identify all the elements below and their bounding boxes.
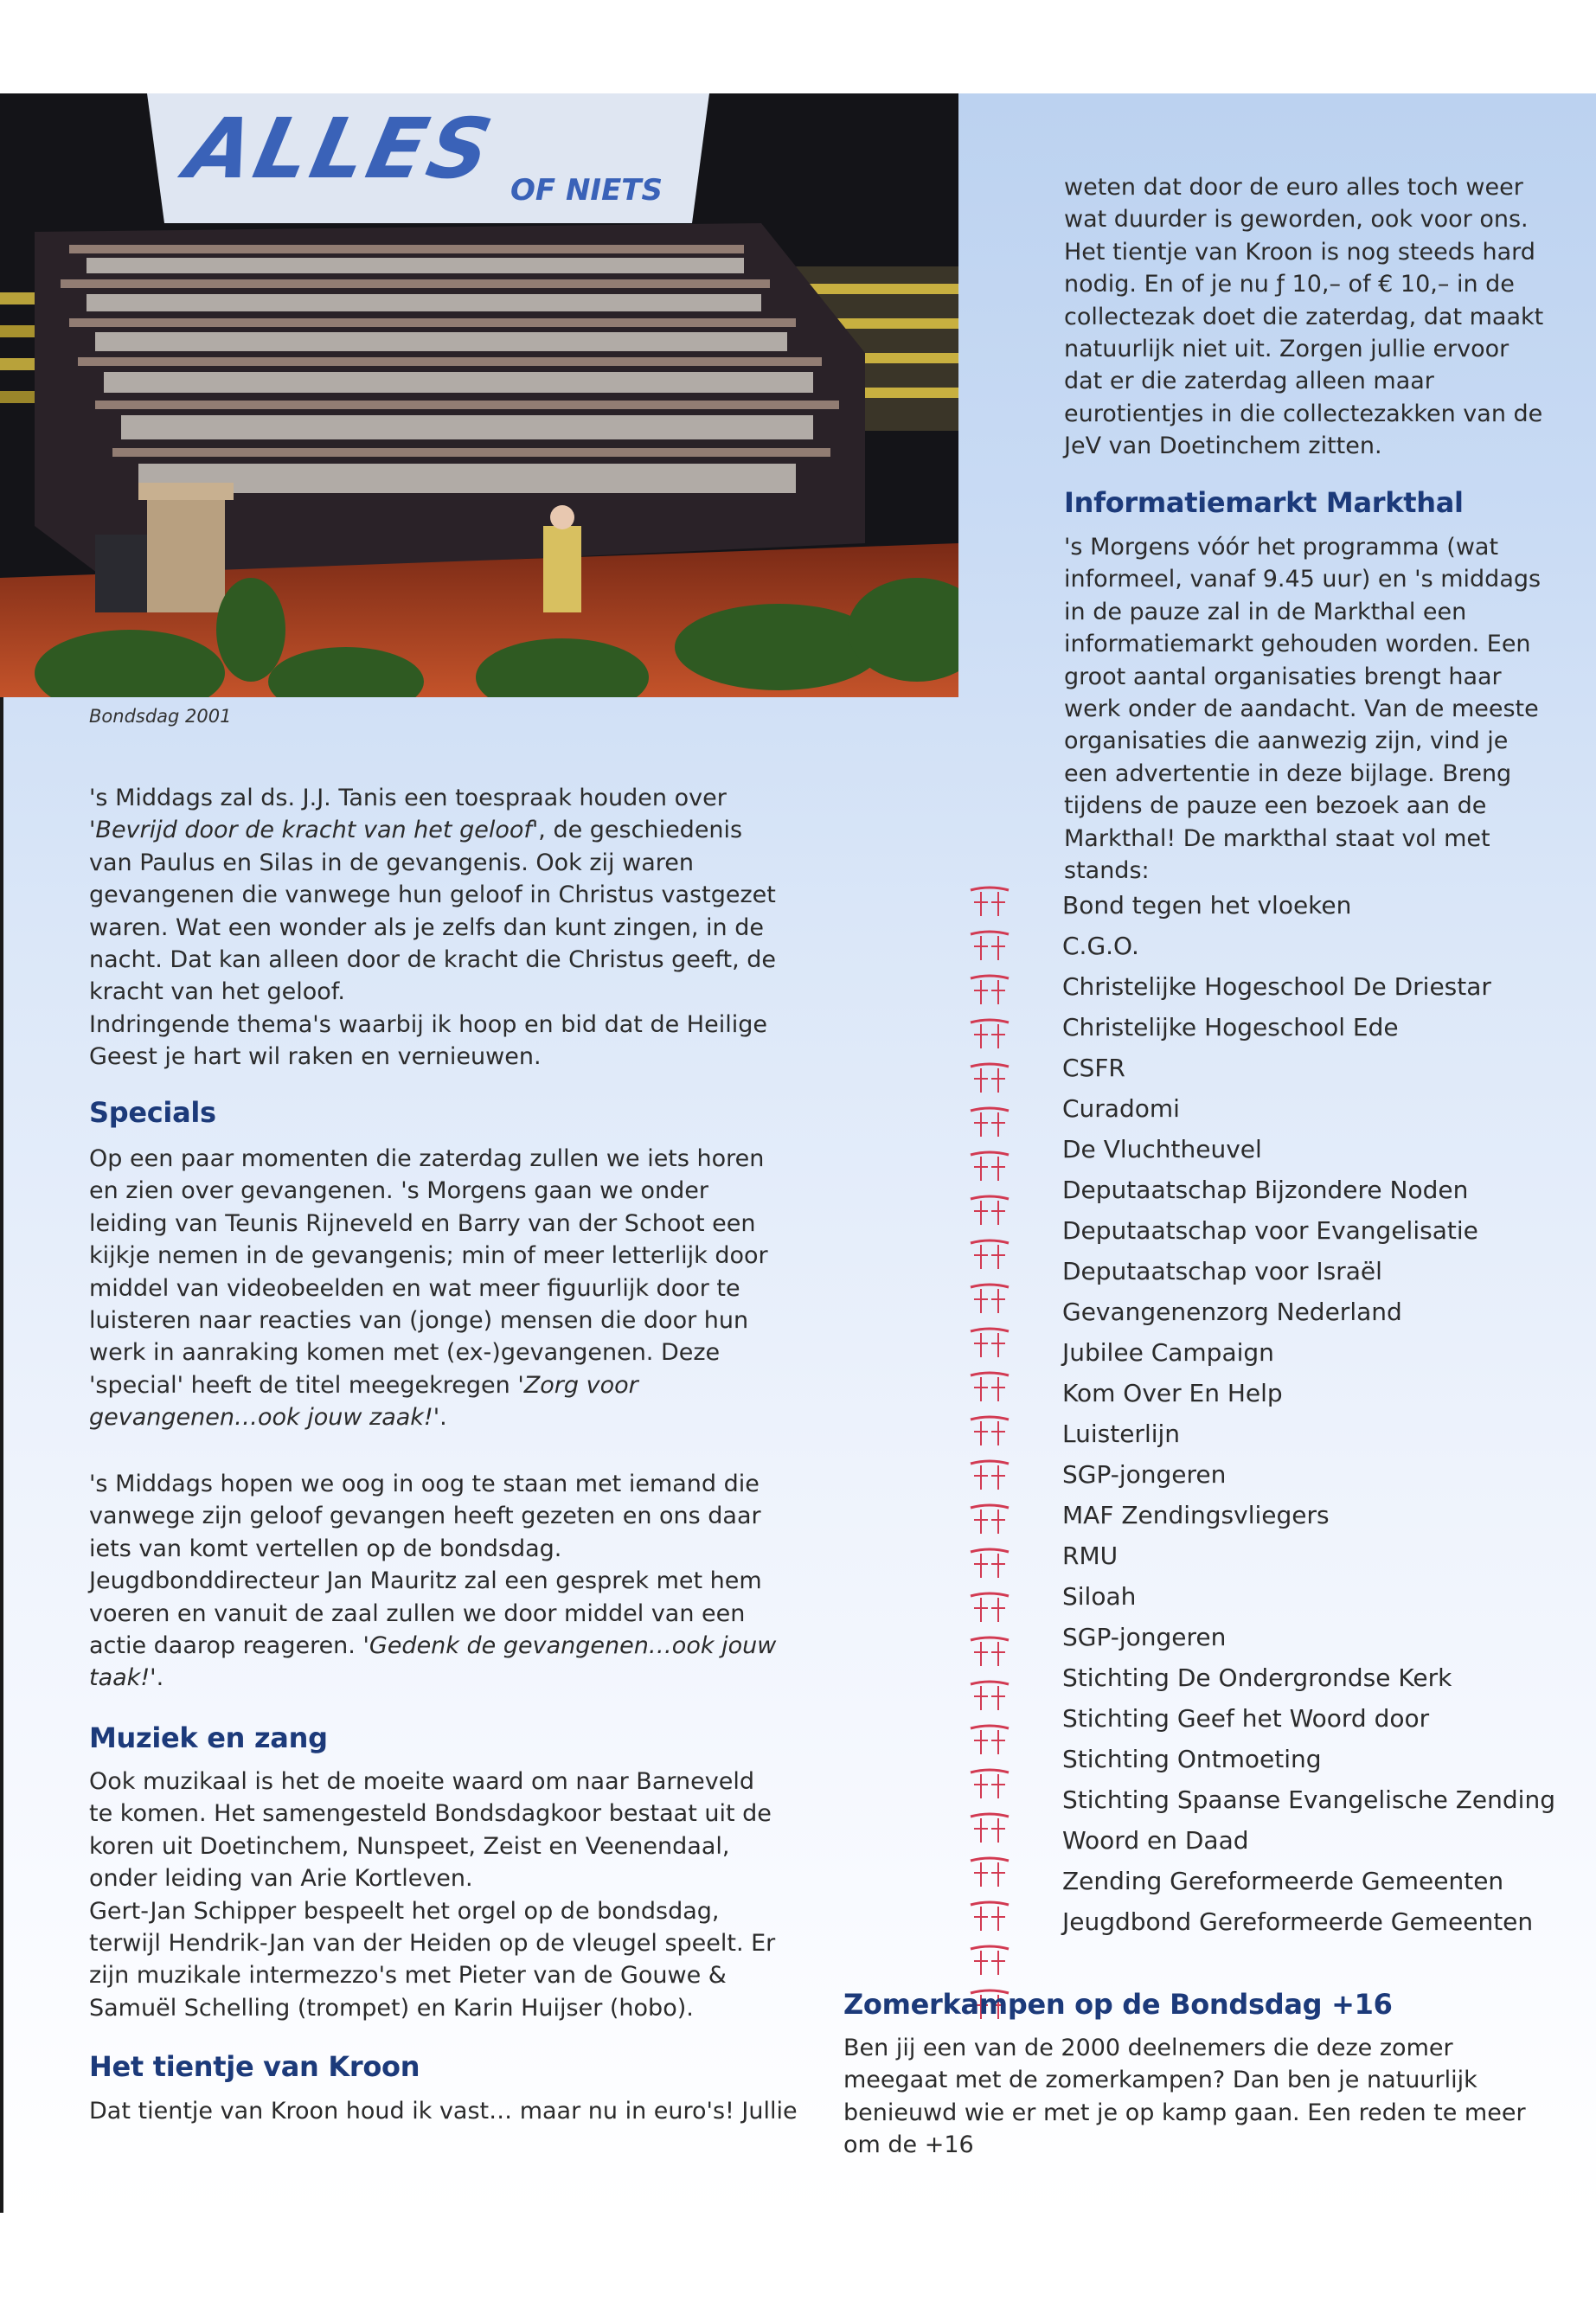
intro-text: 's Middags zal ds. J.J. Tanis een toespraak houden over 'Bevrijd door de kracht van het geloof', de geschiedenis van Paulus en Silas in de gevangenis. Ook zij waren gevangenen die vanwege hun geloof in Christus vastgezet waren. Wat een wonder als je zelfs dan kunt zingen, in de nacht. Dat kan alleen door de kracht die Christus geeft, de kracht van het geloof. [89, 785, 777, 1006]
stand-bullet-icon [967, 1370, 1012, 1405]
stand-item: Deputaatschap voor Israël [1062, 1257, 1382, 1285]
stand-item: Siloah [1062, 1582, 1137, 1611]
stand-item: Luisterlijn [1062, 1420, 1181, 1448]
stand-item: Stichting De Ondergrondse Kerk [1062, 1663, 1452, 1692]
stand-bullet-icon [967, 929, 1012, 964]
stand-item: De Vluchtheuvel [1062, 1135, 1262, 1163]
specials-paragraph-1: Op een paar momenten die zaterdag zullen we iets horen en zien over gevangenen. 's Morgens gaan we onder leiding van Teunis Rijneveld en Barry van der Schoot een kijkje nemen in de gevangenis; min of meer letterlijk door middel van videobeelden en wat meer figuurlijk door te luisteren naar reacties van (jonge) mensen die door hun werk in aanraking komen met (ex-)gevangenen. Deze 'special' heeft de titel meegekregen 'Zorg voor gevangenen…ook jouw zaak!'. [89, 1145, 768, 1432]
stand-item: Deputaatschap Bijzondere Noden [1062, 1176, 1469, 1204]
stand-item: CSFR [1062, 1054, 1125, 1082]
stand-item: Stichting Spaanse Evangelische Zending [1062, 1785, 1555, 1814]
stand-bullet-icon [967, 1944, 1012, 1978]
stand-bullet-icon [967, 1150, 1012, 1184]
markt-heading: Informatiemarkt Markthal [1064, 486, 1464, 519]
stand-bullet-icon [967, 885, 1012, 920]
stand-bullet-icon [967, 1547, 1012, 1581]
stand-bullet-icon [967, 1326, 1012, 1361]
stand-bullet-icon [967, 1017, 1012, 1052]
muziek-text-2: Gert-Jan Schipper bespeelt het orgel op de bondsdag, terwijl Hendrik-Jan van der Heiden op de vleugel speelt. Er zijn muzikale intermezzo's met Pieter van de Gouwe & Samuël Schelling (trompet) en Karin Huijser (hobo). [89, 1897, 776, 2022]
stand-bullet-icon [967, 1238, 1012, 1272]
tientje-heading: Het tientje van Kroon [89, 2050, 420, 2083]
stand-item: Christelijke Hogeschool Ede [1062, 1013, 1399, 1042]
stand-item: RMU [1062, 1541, 1118, 1570]
stand-item: Deputaatschap voor Evangelisatie [1062, 1216, 1478, 1245]
banner-main-text: ALLES [178, 100, 503, 197]
stand-item: Woord en Daad [1062, 1826, 1249, 1855]
stand-item: SGP-jongeren [1062, 1460, 1227, 1489]
stand-item: C.G.O. [1062, 932, 1139, 960]
choir-photo [0, 93, 958, 697]
stand-item: Curadomi [1062, 1094, 1180, 1123]
stand-item: Zending Gereformeerde Gemeenten [1062, 1867, 1504, 1895]
tientje-paragraph: Dat tientje van Kroon houd ik vast… maar nu in euro's! Jullie [89, 2098, 798, 2125]
stand-item: Stichting Ontmoeting [1062, 1745, 1322, 1773]
stand-item: Kom Over En Help [1062, 1379, 1283, 1407]
muziek-text-1: Ook muzikaal is het de moeite waard om naar Barneveld te komen. Het samengesteld Bondsdagkoor bestaat uit de koren uit Doetinchem, Nunspeet, Zeist en Veenendaal, onder leiding van Arie Kortleven. [89, 1768, 772, 1893]
stand-item: Stichting Geef het Woord door [1062, 1704, 1430, 1733]
specials-paragraph-2: 's Middags hopen we oog in oog te staan met iemand die vanwege zijn geloof gevangen heeft gezeten en ons daar iets van komt vertellen op de bondsdag. Jeugdbonddirecteur Jan Mauritz zal een gesprek met hem voeren en vanuit de zaal zullen we door middel van een actie daarop reageren. 'Gedenk de gevangenen…ook jouw taak!'. [89, 1471, 777, 1692]
stand-bullet-icon [967, 1591, 1012, 1625]
photo-caption: Bondsdag 2001 [89, 706, 232, 727]
stand-bullet-icon [967, 973, 1012, 1008]
stand-bullet-icon [967, 1723, 1012, 1758]
stand-item: Gevangenenzorg Nederland [1062, 1298, 1402, 1326]
stand-item: MAF Zendingsvliegers [1062, 1501, 1330, 1529]
stand-bullet-icon [967, 1282, 1012, 1317]
intro-text-2: Indringende thema's waarbij ik hoop en bid dat de Heilige Geest je hart wil raken en vernieuwen. [89, 1010, 767, 1071]
stand-item: SGP-jongeren [1062, 1623, 1227, 1651]
stand-bullet-icon [967, 1414, 1012, 1449]
stand-bullet-icon [967, 1767, 1012, 1802]
stand-bullet-icon [967, 1856, 1012, 1890]
stand-item: Bond tegen het vloeken [1062, 891, 1352, 920]
stand-item: Jeugdbond Gereformeerde Gemeenten [1062, 1907, 1534, 1936]
banner-sub-text: OF NIETS [510, 173, 663, 208]
zomer-paragraph: Ben jij een van de 2000 deelnemers die deze zomer meegaat met de zomerkampen? Dan ben je natuurlijk benieuwd wie er met je op kamp gaan. Een reden te meer om de +16 [843, 2035, 1526, 2159]
stand-item: Jubilee Campaign [1062, 1338, 1274, 1367]
stand-list [1062, 885, 1555, 1942]
stand-bullet-icon [967, 1635, 1012, 1670]
tientje-continued: weten dat door de euro alles toch weer wat duurder is geworden, ook voor ons. Het tientje van Kroon is nog steeds hard nodig. En of je nu ƒ 10,– of € 10,– in de collectezak doet die zaterdag, dat maakt natuurlijk niet uit. Zorgen jullie ervoor dat er die zaterdag alleen maar eurotientjes in die collectezakken van de JeV van Doetinchem zitten. [1064, 174, 1544, 460]
stand-bullet-icon [967, 1811, 1012, 1846]
stand-bullet-icon [967, 1679, 1012, 1714]
stand-bullet-icon [967, 1194, 1012, 1228]
stand-item: Christelijke Hogeschool De Driestar [1062, 972, 1491, 1001]
stand-bullet-icon [967, 1900, 1012, 1934]
stand-bullet-icon [967, 1106, 1012, 1140]
intro-paragraph [89, 782, 781, 1074]
zomer-heading: Zomerkampen op de Bondsdag +16 [843, 1988, 1393, 2021]
specials-heading: Specials [89, 1096, 216, 1129]
muziek-paragraph [89, 1766, 781, 2024]
stand-bullets [967, 885, 1019, 2032]
stand-bullet-icon [967, 1458, 1012, 1493]
stand-bullet-icon [967, 1061, 1012, 1096]
markt-paragraph: 's Morgens vóór het programma (wat informeel, vanaf 9.45 uur) en 's middags in de pauze zal in de Markthal een informatiemarkt gehouden worden. Een groot aantal organisaties brengt haar werk onder de aandacht. Van de meeste organisaties die aanwezig zijn, vind je een advertentie in deze bijlage. Breng tijdens de pauze een bezoek aan de Markthal! De markthal staat vol met stands: [1064, 534, 1542, 885]
muziek-heading: Muziek en zang [89, 1721, 328, 1754]
stand-bullet-icon [967, 1503, 1012, 1537]
